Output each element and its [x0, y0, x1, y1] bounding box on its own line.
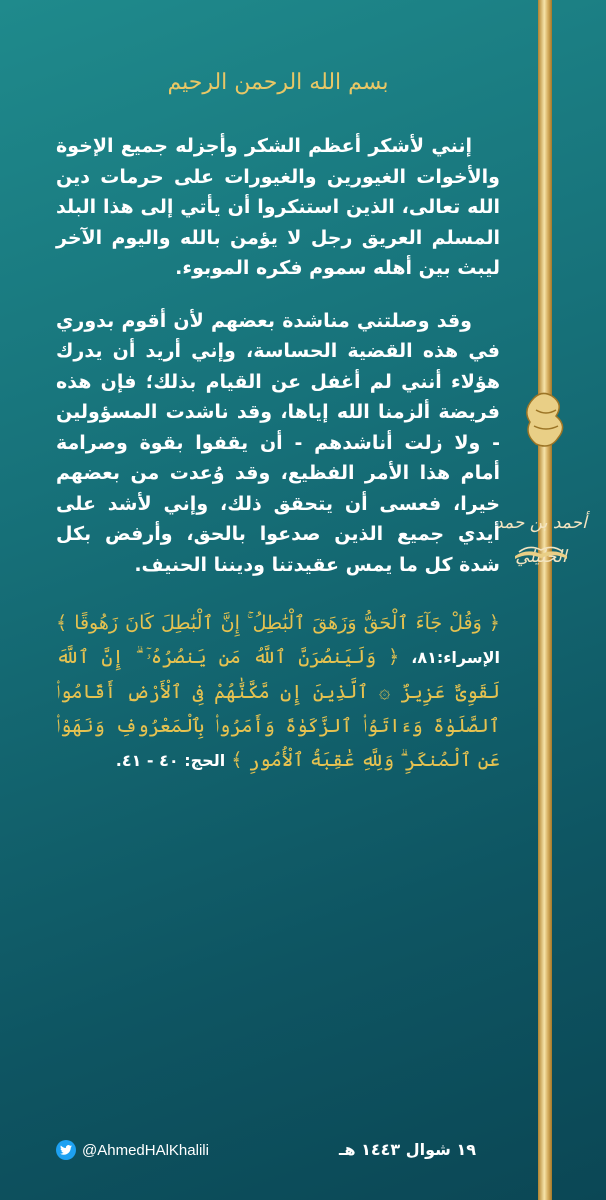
decorative-gold-rod [538, 0, 552, 1200]
verse-reference-isra: الإسراء:٨١، [411, 648, 500, 667]
verse-reference-hajj: الحج: ٤٠ - ٤١. [115, 751, 226, 770]
twitter-handle-link[interactable] [56, 1140, 209, 1160]
hijri-date: ١٩ شوال ١٤٤٣ هـ [338, 1140, 476, 1159]
rod-knot-icon [520, 390, 570, 450]
signature-block [485, 506, 597, 558]
basmala-title: بسم الله الرحمن الرحيم [167, 70, 389, 95]
twitter-bird-icon [56, 1140, 76, 1160]
quran-open-bracket: ﴿ [388, 646, 400, 668]
quran-verse-isra: وَقُلْ جَآءَ ٱلْحَقُّ وَزَهَقَ ٱلْبَٰطِلُ ۚ إِنَّ ٱلْبَٰطِلَ كَانَ زَهُوقًا [74, 612, 482, 634]
paragraph-appeal: وقد وصلتني مناشدة بعضهم لأن أقوم بدوري في هذه القضية الحساسة، وإني أريد أن يدرك هؤلاء أنني لم أغفل عن القيام بذلك؛ فإن هذه فريضة ألزمنا الله إياها، وقد ناشدت المسؤولين - ولا زلت أناشدهم - أن يقفوا بقوة وصرامة أمام هذا الأمر الفظيع، وقد وُعدت من بعضهم خيرا، فعسى أن يتحقق ذلك، وإني لأشد على أيدي جميع الذين صدعوا بالحق، وأرفض بكل شدة كل ما يمس عقيدتنا وديننا الحنيف. [56, 309, 500, 576]
twitter-handle-text[interactable]: @AhmedHAlKhalili [82, 1141, 209, 1159]
quran-close-bracket: ﴾ [231, 749, 243, 771]
signature-name: أحمد بن حمد [495, 513, 587, 533]
open-book-icon [513, 540, 569, 560]
quran-close-bracket: ﴾ [56, 612, 68, 634]
quran-open-bracket: ﴿ [488, 612, 500, 634]
quran-verses [56, 606, 500, 778]
letter-content [56, 60, 500, 778]
quran-verse-hajj: وَلَيَنصُرَنَّ ٱللَّهُ مَن يَنصُرُهُۥٓ ۗ إِنَّ ٱللَّهَ لَقَوِىٌّ عَزِيزٌ ۞ ٱلَّذِينَ إِن مَّكَّنَّٰهُمْ فِى ٱلْأَرْضِ أَقَامُوا۟ ٱلصَّلَوٰةَ وَءَاتَوُا۟ ٱلزَّكَوٰةَ وَأَمَرُوا۟ بِٱلْمَعْرُوفِ وَنَهَوْا۟ عَنِ ٱلْمُنكَرِ ۗ وَلِلَّهِ عَٰقِبَةُ ٱلْأُمُورِ [56, 646, 500, 771]
paragraph-thanks: إنني لأشكر أعظم الشكر وأجزله جميع الإخوة والأخوات الغيورين والغيورات على حرمات دين الله تعالى، الذين استنكروا أن يأتي إلى هذا البلد المسلم العريق رجل لا يؤمن بالله واليوم الآخر ليبث بين أهله سموم فكره الموبوء. [56, 135, 500, 279]
